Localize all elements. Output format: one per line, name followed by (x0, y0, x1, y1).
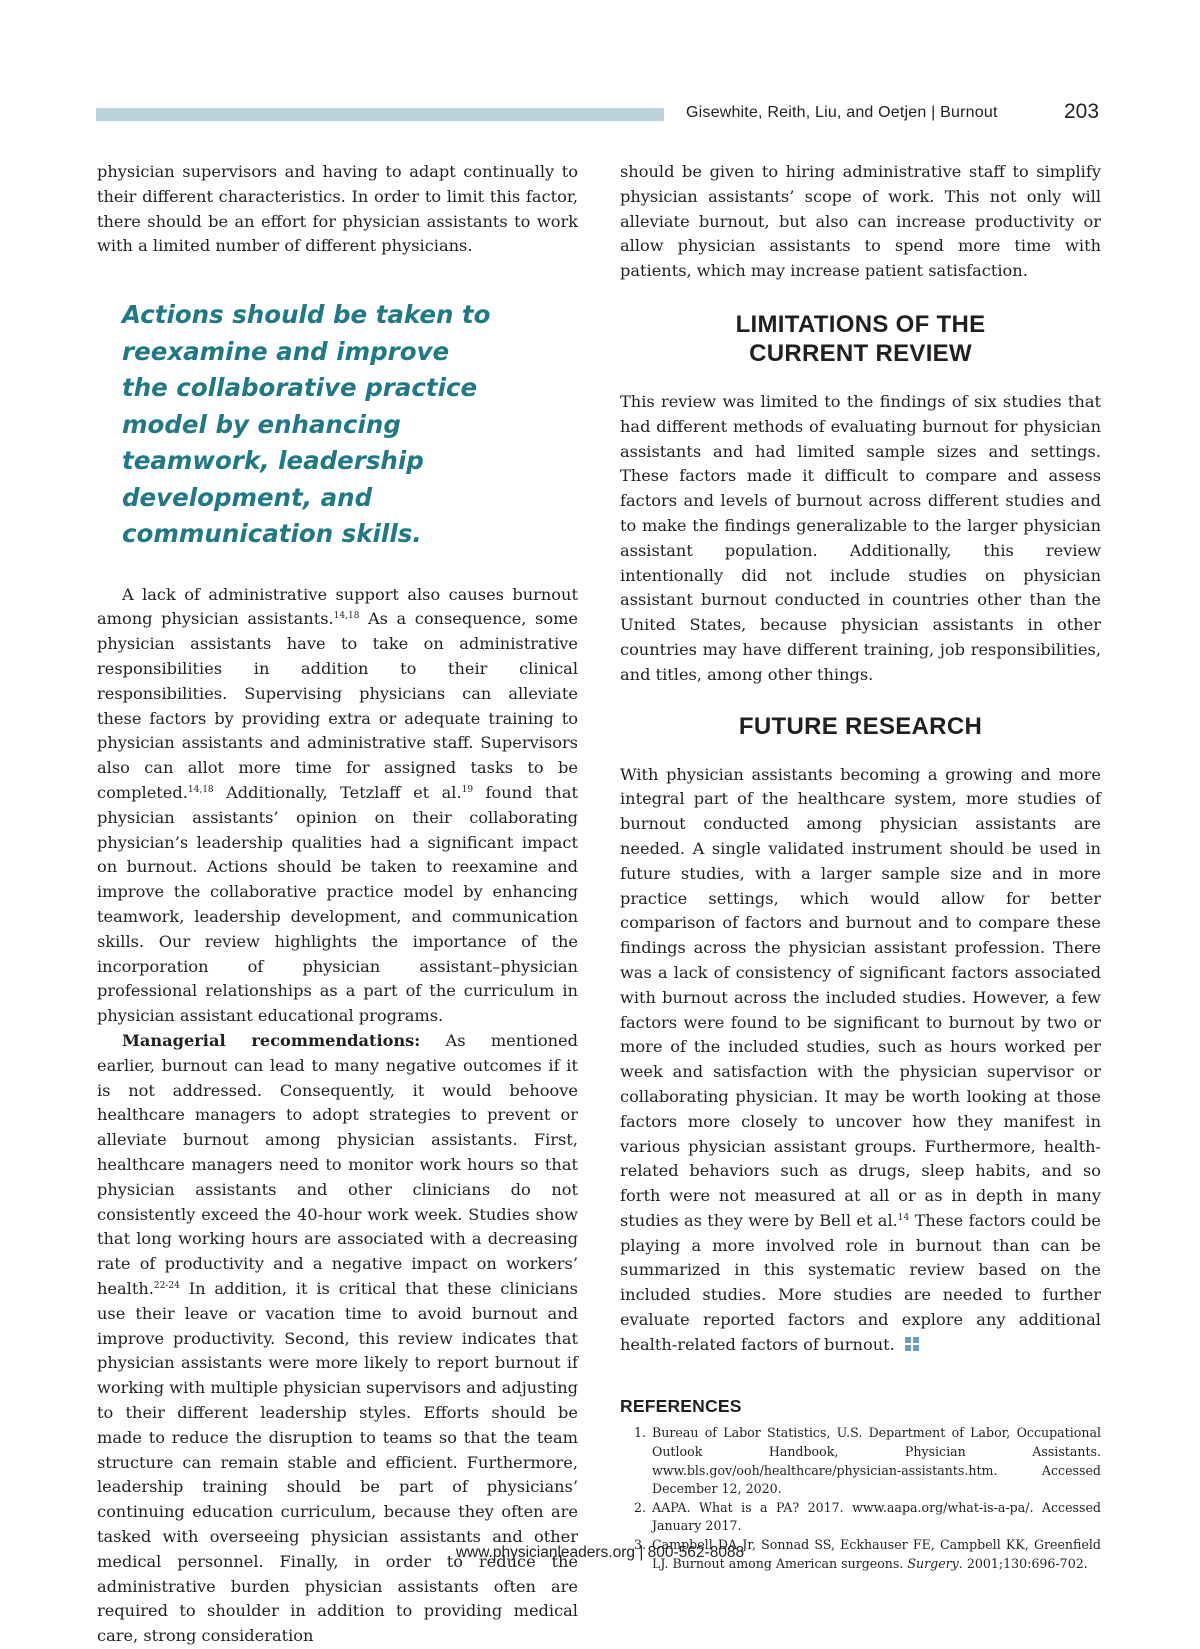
paragraph-continuation: physician supervisors and having to adapt continually to their different characteristics. In order to limit this factor, there should be an effort for physician assistants to work with a limited number of different physicians. (97, 162, 578, 256)
footer: www.physicianleaders.org | 800-562-8088 (455, 1544, 745, 1561)
end-of-article-icon (905, 1337, 920, 1352)
paragraph-administrative-support: A lack of administrative support also causes burnout among physician assistants.$^{14,18}$ As a consequence, some physician assistants have to take on administrative responsibilities in addition to their clinical responsibilities. Supervising physicians can alleviate these factors by providing extra or adequate training to physician assistants and administrative staff. Supervisors also can allot more time for assigned tasks to be completed.$^{14,18}$ Additionally, Tetzlaff et al.$^{19}$ found that physician assistants’ opinion on their collaborating physician’s leadership qualities had a significant impact on burnout. Actions should be taken to reexamine and improve the collaborative practice model by enhancing teamwork, leadership development, and communication skills. Our review highlights the importance of the incorporation of physician assistant–physician professional relationships as a part of the curriculum in physician assistant educational programs. (97, 584, 578, 1026)
section-heading-limitations: LIMITATIONS OF THE CURRENT REVIEW (735, 310, 986, 367)
left-column (97, 160, 578, 1649)
right-column (620, 160, 1101, 1573)
pull-quote: Actions should be taken to reexamine and improve the collaborative practice model by enhancing teamwork, leadership development, and communication skills. (122, 300, 491, 549)
header-bar (96, 108, 664, 121)
paragraph-managerial-recommendations: Managerial recommendations: As mentioned earlier, burnout can lead to many negative outcomes if it is not addressed. Consequently, it would behoove healthcare managers to adopt strategies to prevent or alleviate burnout among physician assistants. First, healthcare managers need to monitor work hours so that physician assistants and other clinicians do not consistently exceed the 40-hour work week. Studies show that long working hours are associated with a decreasing rate of productivity and a negative impact on workers’ health.$^{22-24}$ In addition, it is critical that these clinicians use their leave or vacation time to avoid burnout and improve productivity. Second, this review indicates that physician assistants were more likely to report burnout if working with multiple physician supervisors and adjusting to their different leadership styles. Efforts should be made to reduce the disruption to teams so that the team structure can remain stable and efficient. Furthermore, leadership training should be part of physicians’ continuing education curriculum, because they often are tasked with overseeing physician assistants and other medical personnel. Finally, in order to reduce the administrative burden physician assistants often are required to shoulder in addition to providing medical care, strong consideration (97, 1031, 578, 1646)
references-heading: REFERENCES (620, 1395, 742, 1416)
reference-item: 1. Bureau of Labor Statistics, U.S. Department of Labor, Occupational Outlook Handbook, Physician Assistants. www.bls.gov/ooh/healthcare/physician-assistants.htm. Accessed December 12, 2020. (650, 1424, 1101, 1498)
running-title: Gisewhite, Reith, Liu, and Oetjen | Burnout (686, 104, 998, 121)
section-heading-future-research: FUTURE RESEARCH (738, 712, 983, 740)
reference-item: 2. AAPA. What is a PA? 2017. www.aapa.org/what-is-a-pa/. Accessed January 2017. (650, 1499, 1101, 1536)
page-number: 203 (1064, 100, 1100, 123)
paragraph-future-research: With physician assistants becoming a growing and more integral part of the healthcare system, more studies of burnout conducted among physician assistants are needed. A single validated instrument should be used in future studies, with a larger sample size and in more practice settings, which would allow for better comparison of factors and burnout and to compare these findings across the physician assistant profession. There was a lack of consistency of significant factors associated with burnout across the included studies. However, a few factors were found to be significant to burnout by two or more of the included studies, such as hours worked per week and satisfaction with the physician supervisor or collaborating physician. It may be worth looking at those factors more closely to uncover how they manifest in various physician assistant groups. Furthermore, health-related behaviors such as drugs, sleep habits, and so forth were not measured at all or as in depth in many studies as they were by Bell et al.$^{14}$ These factors could be playing a more involved role in burnout than can be summarized in this systematic review based on the included studies. More studies are needed to further evaluate reported factors and explore any additional health-related factors of burnout. (620, 764, 1101, 1354)
paragraph-continuation-right: should be given to hiring administrative staff to simplify physician assistants’ scope of work. This not only will alleviate burnout, but also can increase productivity or allow physician assistants to spend more time with patients, which may increase patient satisfaction. (620, 162, 1101, 281)
paragraph-limitations: This review was limited to the findings of six studies that had different methods of evaluating burnout for physician assistants and had limited sample sizes and settings. These factors made it difficult to compare and assess factors and levels of burnout across different studies and to make the findings generalizable to the larger physician assistant population. Additionally, this review intentionally did not include studies on physician assistant burnout conducted in countries other than the United States, because physician assistants in other countries may have different training, job responsibilities, and titles, among other things. (620, 391, 1101, 684)
run-in-heading: Managerial recommendations: (122, 1031, 421, 1051)
reference-item: 3. Campbell DA Jr, Sonnad SS, Eckhauser FE, Campbell KK, Greenfield LJ. Burnout among American surgeons. Surgery. 2001;130:696-702. (650, 1536, 1101, 1573)
